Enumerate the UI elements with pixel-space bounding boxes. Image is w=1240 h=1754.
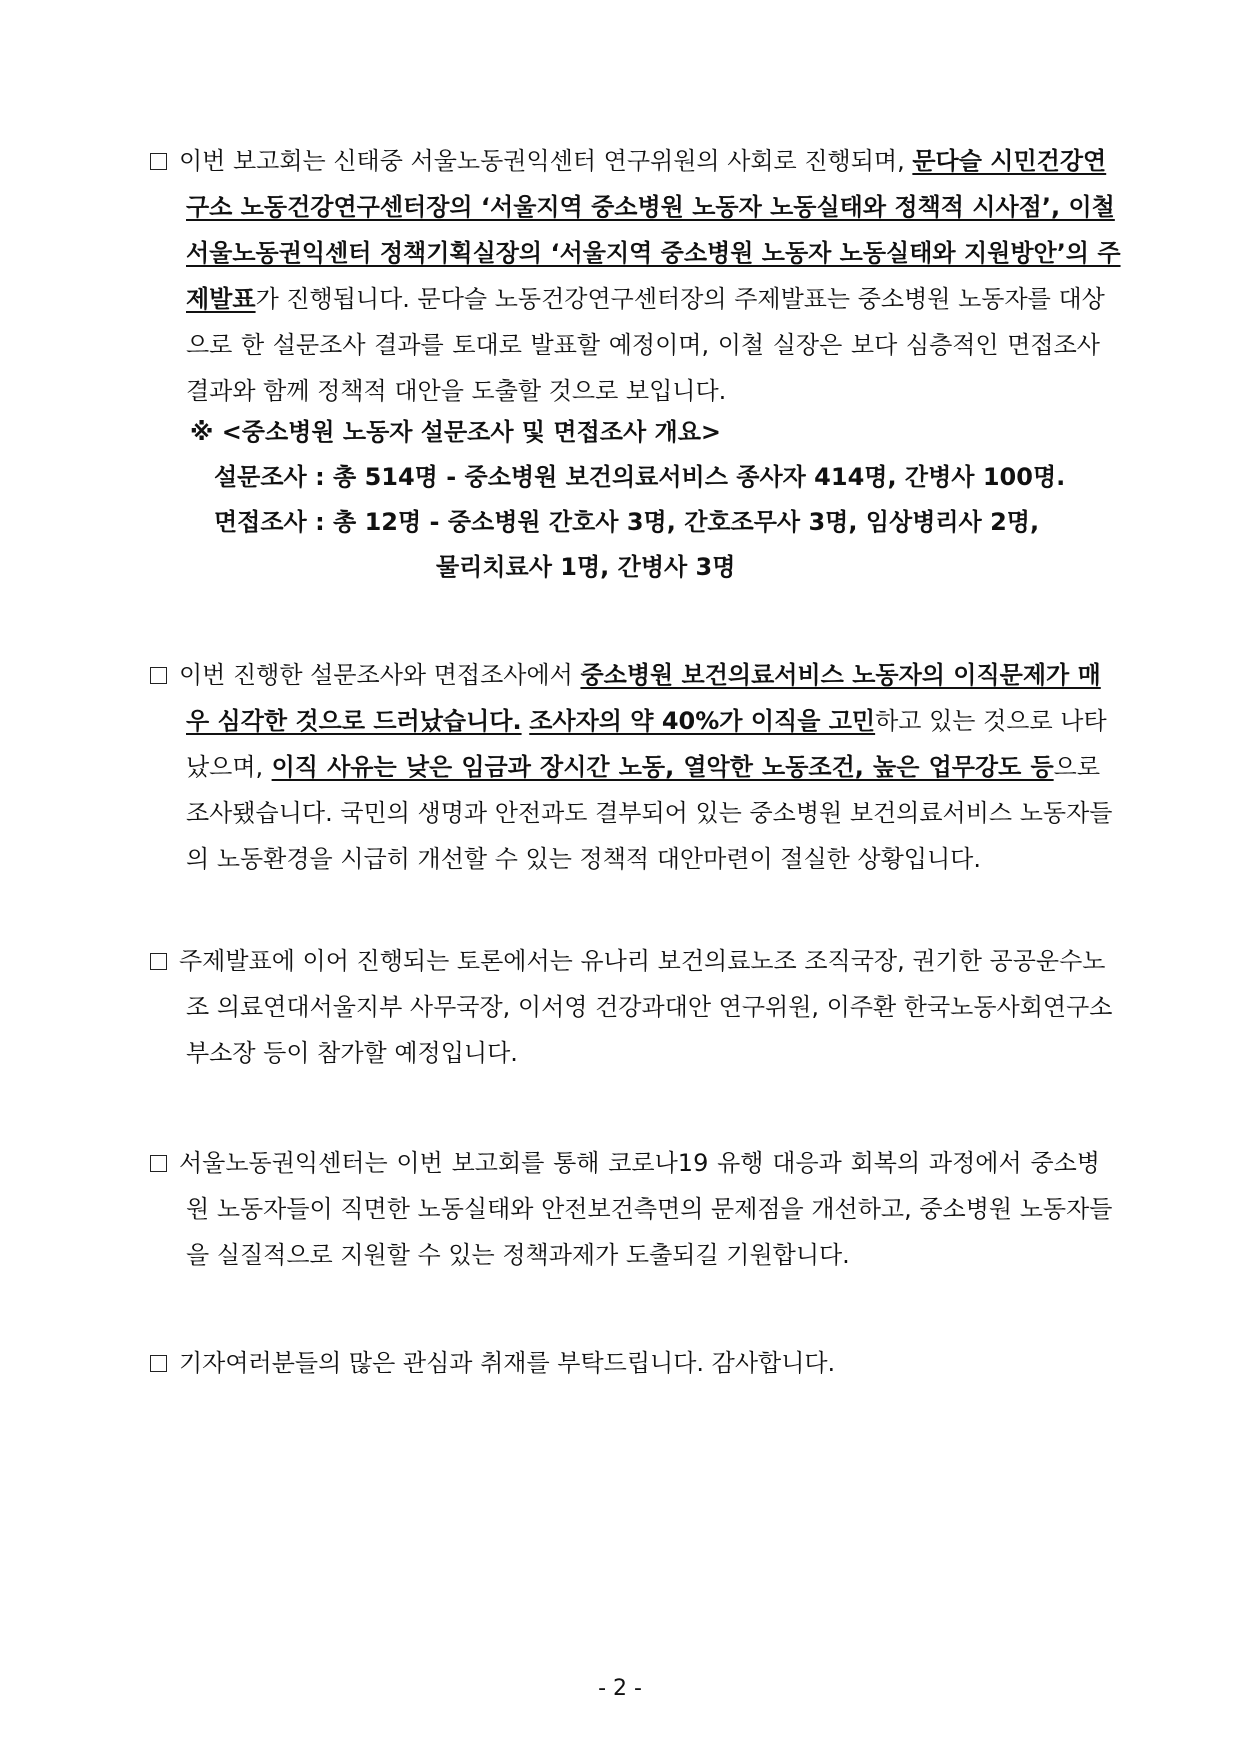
checkbox-bullet-icon bbox=[150, 667, 167, 684]
text-line: 의 노동환경을 시급히 개선할 수 있는 정책적 대안마련이 절실한 상황입니다. bbox=[186, 845, 981, 873]
text-run: 이번 보고회는 신태중 서울노동권익센터 연구위원의 사회로 진행되며, bbox=[179, 147, 913, 175]
text-line bbox=[150, 698, 1107, 744]
note-survey: 설문조사 : 총 514명 - 중소병원 보건의료서비스 종사자 414명, 간병사 100명. bbox=[214, 463, 1066, 491]
text-line: 원 노동자들이 직면한 노동실태와 안전보건측면의 문제점을 개선하고, 중소병원 노동자들 bbox=[186, 1195, 1113, 1223]
checkbox-bullet-icon bbox=[150, 953, 167, 970]
text-line bbox=[150, 652, 1100, 698]
paragraph-discussion bbox=[150, 938, 1113, 1076]
text-run: 서울노동권익센터는 이번 보고회를 통해 코로나19 유행 대응과 회복의 과정에서 중소병 bbox=[179, 1149, 1100, 1177]
underlined-text: 구소 노동건강연구센터장의 ‘서울지역 중소병원 노동자 노동실태와 정책적 시사점’, 이철 bbox=[186, 193, 1115, 221]
text-line bbox=[150, 1340, 1100, 1386]
underlined-text: 우 심각한 것으로 드러났습니다. bbox=[186, 707, 522, 735]
text-line: 조사됐습니다. 국민의 생명과 안전과도 결부되어 있는 중소병원 보건의료서비스 노동자들 bbox=[186, 799, 1113, 827]
note-interview: 면접조사 : 총 12명 - 중소병원 간호사 3명, 간호조무사 3명, 임상병리사 2명, bbox=[214, 508, 1040, 536]
note-interview-continued: 물리치료사 1명, 간병사 3명 bbox=[436, 553, 736, 581]
underlined-text: 이직 사유는 낮은 임금과 장시간 노동, 열악한 노동조건, 높은 업무강도 등 bbox=[271, 753, 1054, 781]
text-line: 결과와 함께 정책적 대안을 도출할 것으로 보입니다. bbox=[186, 377, 727, 405]
paragraph-closing bbox=[150, 1340, 1100, 1386]
text-line: 조 의료연대서울지부 사무국장, 이서영 건강과대안 연구위원, 이주환 한국노동사회연구소 bbox=[186, 993, 1113, 1021]
underlined-text: 제발표 bbox=[186, 285, 256, 313]
checkbox-bullet-icon bbox=[150, 153, 167, 170]
note-title: ※ <중소병원 노동자 설문조사 및 면접조사 개요> bbox=[190, 418, 721, 446]
checkbox-bullet-icon bbox=[150, 1355, 167, 1372]
paragraph-survey-results bbox=[150, 652, 1113, 882]
checkbox-bullet-icon bbox=[150, 1155, 167, 1172]
text-run: 가 진행됩니다. 문다슬 노동건강연구센터장의 주제발표는 중소병원 노동자를 대상 bbox=[255, 285, 1105, 313]
text-run: 이번 진행한 설문조사와 면접조사에서 bbox=[179, 661, 581, 689]
underlined-text: 서울노동권익센터 정책기획실장의 ‘서울지역 중소병원 노동자 노동실태와 지원방안’의 주 bbox=[186, 239, 1121, 267]
text-line bbox=[150, 938, 1106, 984]
page-number: - 2 - bbox=[598, 1676, 642, 1701]
text-line bbox=[150, 138, 1107, 184]
text-line: 을 실질적으로 지원할 수 있는 정책과제가 도출되길 기원합니다. bbox=[186, 1241, 850, 1269]
paragraph-center-goal bbox=[150, 1140, 1113, 1278]
underlined-text: 중소병원 보건의료서비스 노동자의 이직문제가 매 bbox=[580, 661, 1101, 689]
text-line: 부소장 등이 참가할 예정입니다. bbox=[186, 1039, 518, 1067]
underlined-text: 문다슬 시민건강연 bbox=[912, 147, 1107, 175]
text-line: 으로 한 설문조사 결과를 토대로 발표할 예정이며, 이철 실장은 보다 심층적인 면접조사 bbox=[186, 331, 1100, 359]
text-run: 하고 있는 것으로 나타 bbox=[875, 707, 1107, 735]
text-line bbox=[150, 1140, 1100, 1186]
text-run: 주제발표에 이어 진행되는 토론에서는 유나리 보건의료노조 조직국장, 권기한 공공운수노 bbox=[179, 947, 1106, 975]
text-line bbox=[150, 276, 1105, 322]
paragraph-briefing-intro bbox=[150, 138, 1121, 414]
text-run: 기자여러분들의 많은 관심과 취재를 부탁드립니다. 감사합니다. bbox=[179, 1349, 836, 1377]
text-line bbox=[150, 744, 1100, 790]
text-run: 으로 bbox=[1053, 753, 1101, 781]
underlined-text: 조사자의 약 40%가 이직을 고민 bbox=[529, 707, 876, 735]
text-run: 났으며, bbox=[186, 753, 272, 781]
survey-overview-note bbox=[190, 410, 1066, 590]
